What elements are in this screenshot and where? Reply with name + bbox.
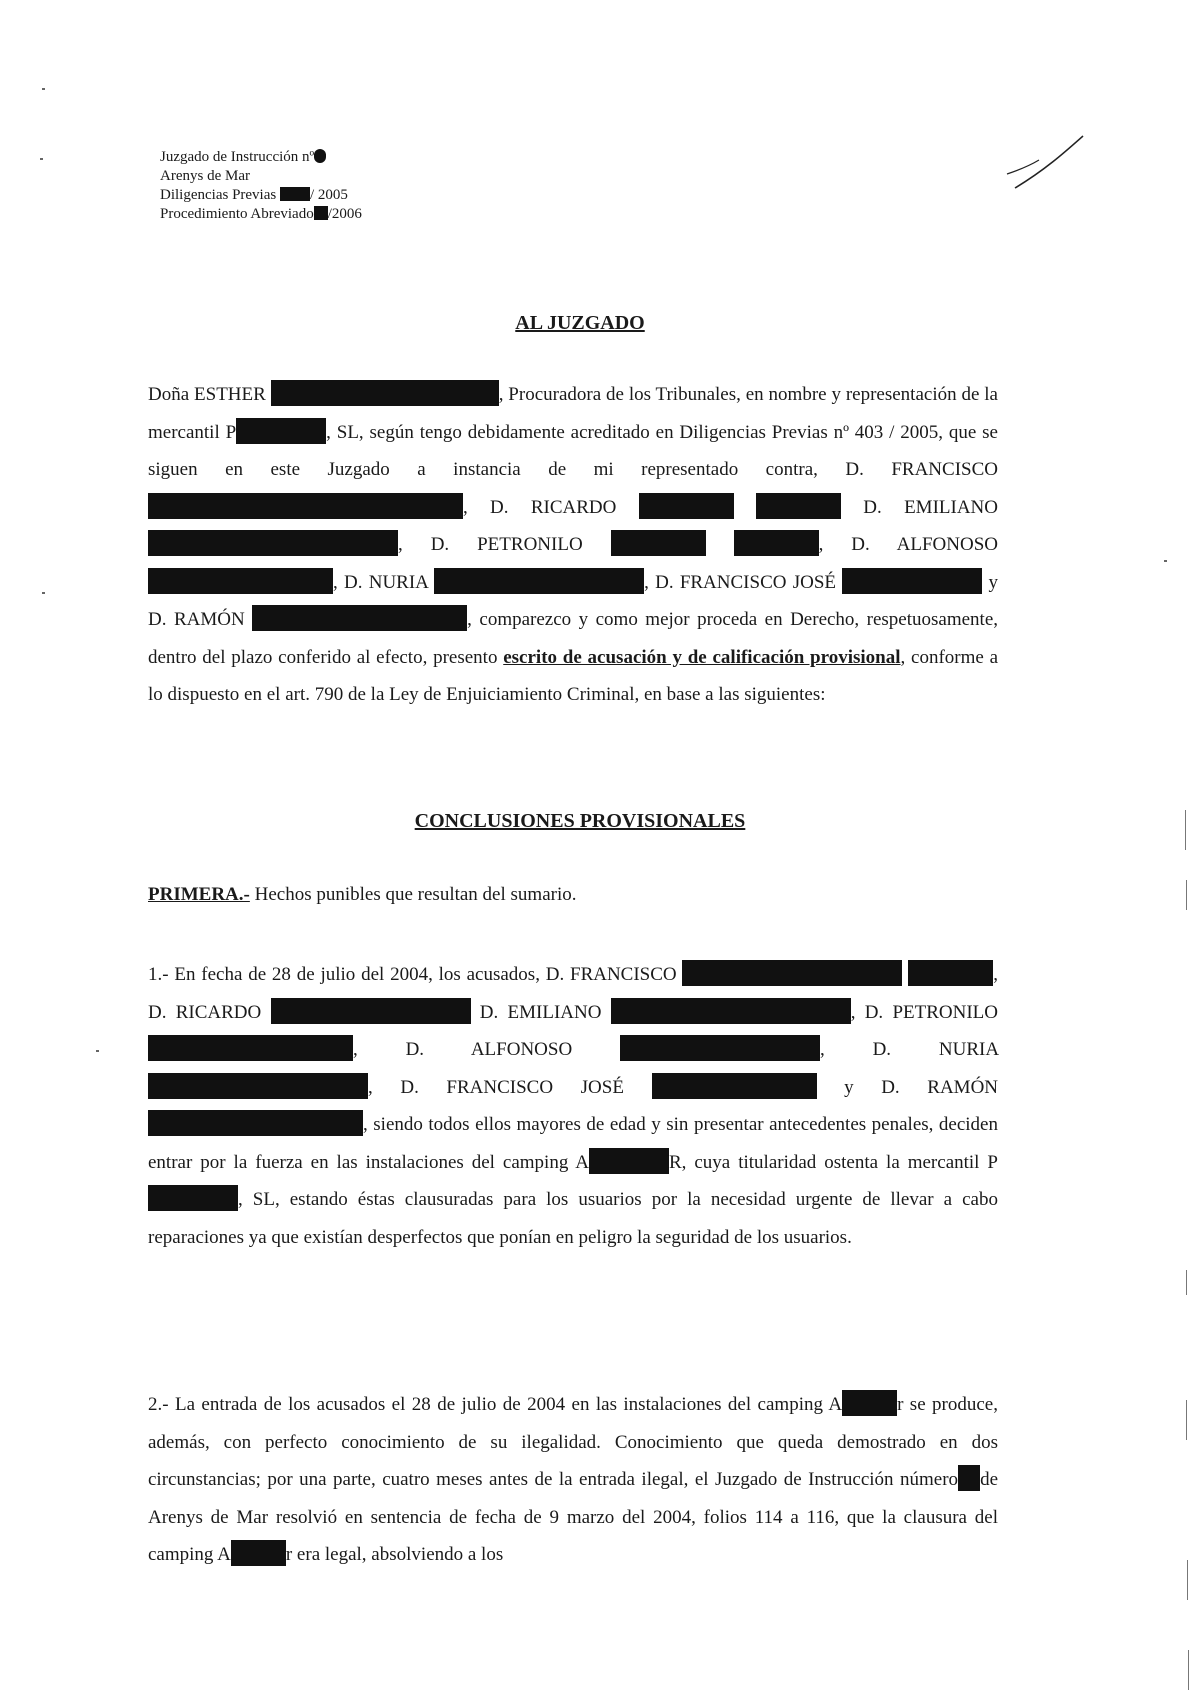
redaction-box: [148, 1110, 363, 1136]
section-title: CONCLUSIONES PROVISIONALES: [414, 810, 746, 832]
redaction-box: [434, 568, 644, 594]
header-procedimiento: Procedimiento Abreviado /2006: [160, 206, 362, 222]
primera-label: PRIMERA.-: [148, 884, 250, 905]
redaction-box: [652, 1073, 817, 1099]
header-diligencias: Diligencias Previas / 2005: [160, 187, 348, 203]
scan-margin-mark: [1186, 880, 1187, 910]
scan-margin-mark: [1186, 1270, 1187, 1295]
redaction-box: [252, 605, 467, 631]
redaction-box: [280, 187, 310, 201]
redaction-box: [314, 206, 328, 220]
redaction-box: [314, 149, 326, 163]
redaction-box: [271, 380, 499, 406]
paragraph-1: 1.- En fecha de 28 de julio del 2004, los acusados, D. FRANCISCO , D. RICARDO D. EMILIANO , D. PETRONILO , D. ALFONOSO , D. NURIA , D. FRANCISCO JOSÉ y D. RAMÓN , siendo todos ellos mayores de edad y sin presentar antecedentes penales, deciden entrar por la fuerza en las instalaciones del camping A R, cuya titularidad ostenta la mercantil P, SL, estando éstas clausuradas para los usuarios por la necesidad urgente de llevar a cabo reparaciones ya que existían desperfectos que ponían en peligro la seguridad de los usuarios.: [148, 956, 998, 1256]
redaction-box: [148, 1073, 368, 1099]
redaction-box: [639, 493, 734, 519]
paragraph-2: 2.- La entrada de los acusados el 28 de julio de 2004 en las instalaciones del camping A r se produce, además, con perfecto conocimiento de su ilegalidad. Conocimiento que queda demostrado en dos circunstancias; por una parte, cuatro meses antes de la entrada ilegal, el Juzgado de Instrucción número de Arenys de Mar resolvió en sentencia de fecha de 9 marzo del 2004, folios 114 a 116, que la clausura del camping A r era legal, absolviendo a los: [148, 1386, 998, 1574]
scan-margin-mark: [1187, 1560, 1188, 1600]
redaction-box: [620, 1035, 820, 1061]
scan-margin-mark: [1186, 1400, 1187, 1440]
scan-speck: [96, 1050, 99, 1052]
document-title: AL JUZGADO: [515, 312, 645, 334]
redaction-box: [842, 1390, 897, 1416]
redaction-box: [734, 530, 819, 556]
redaction-box: [611, 998, 851, 1024]
redaction-box: [231, 1540, 286, 1566]
scan-speck: [42, 88, 45, 90]
scan-speck: [1164, 560, 1167, 562]
redaction-box: [148, 493, 463, 519]
emphasized-phrase: escrito de acusación y de calificación provisional: [503, 646, 901, 668]
scan-speck: [40, 158, 43, 160]
redaction-box: [148, 1035, 353, 1061]
redaction-box: [148, 1185, 238, 1211]
redaction-box: [148, 530, 398, 556]
redaction-box: [958, 1465, 980, 1491]
redaction-box: [682, 960, 902, 986]
case-header: [160, 148, 362, 224]
redaction-box: [756, 493, 841, 519]
scan-speck: [42, 592, 45, 594]
redaction-box: [611, 530, 706, 556]
intro-paragraph: Doña ESTHER , Procuradora de los Tribunales, en nombre y representación de la mercantil P , SL, según tengo debidamente acreditado en Diligencias Previas nº 403 / 2005, que se siguen en este Juzgado a instancia de mi representado contra, D. FRANCISCO , D. RICARDO D. EMILIANO , D. PETRONILO , D. ALFONOSO , D. NURIA , D. FRANCISCO JOSÉ y D. RAMÓN , comparezco y como mejor proceda en Derecho, respetuosamente, dentro del plazo conferido al efecto, presento escrito de acusación y de calificación provisional, conforme a lo dispuesto en el art. 790 de la Ley de Enjuiciamiento Criminal, en base a las siguientes:: [148, 376, 998, 714]
redaction-box: [148, 568, 333, 594]
header-court: Juzgado de Instrucción nº: [160, 148, 362, 167]
redaction-box: [271, 998, 471, 1024]
scan-margin-mark: [1188, 1650, 1189, 1690]
header-city: Arenys de Mar: [160, 168, 250, 184]
scan-margin-mark: [1185, 810, 1186, 850]
redaction-box: [236, 418, 326, 444]
redaction-box: [589, 1148, 669, 1174]
redaction-box: [842, 568, 982, 594]
signature-mark-icon: [1005, 132, 1095, 192]
redaction-box: [908, 960, 993, 986]
primera-heading: PRIMERA.- Hechos punibles que resultan del sumario.: [148, 884, 577, 905]
